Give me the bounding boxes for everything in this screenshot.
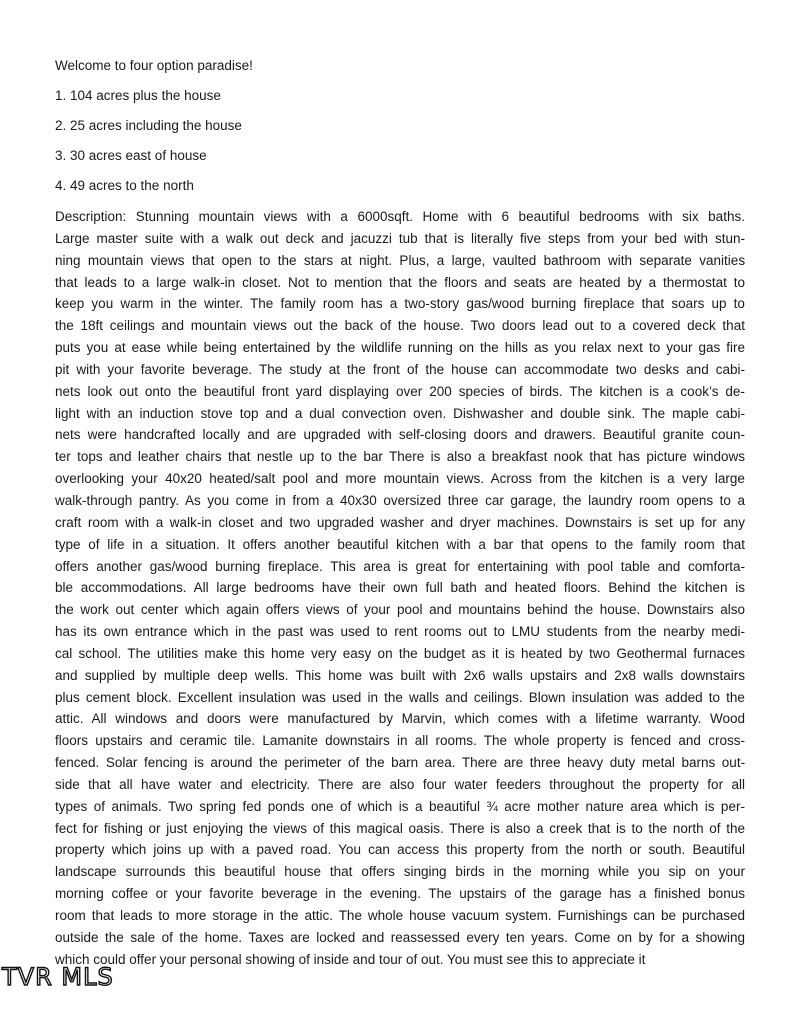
description-line: outside the sale of the home. Taxes are locked and reassessed every ten years. Come on by for a showing	[55, 929, 746, 945]
description-line: fenced. Solar fencing is around the perimeter of the barn area. There are three heavy duty metal barns out-	[55, 755, 746, 771]
description-line: that leads to a large walk-in closet. Not to mention that the floors and seats are heated by a thermostat to	[55, 274, 746, 290]
description-line: attic. All windows and doors were manufactured by Marvin, which comes with a lifetime warranty. Wood	[55, 711, 746, 727]
description-line: floors upstairs and ceramic tile. Lamanite downstairs in all rooms. The whole property is fenced and cross-	[55, 733, 745, 749]
description-line: landscape surrounds this beautiful house that offers singing birds in the morning while you sip on your	[55, 864, 746, 880]
description-line: ble accommodations. All large bedrooms have their own full bath and heated floors. Behind the kitchen is	[55, 580, 746, 596]
description-line: which could offer your personal showing of inside and tour of out. You must see this to appreciate it	[55, 951, 646, 967]
description-line: the 18ft ceilings and mountain views out the back of the house. Two doors lead out to a covered deck that	[55, 318, 745, 334]
description-line: nets look out onto the beautiful front yard displaying over 200 species of birds. The kitchen is a cook’s de-	[55, 383, 745, 399]
option-item: 2. 25 acres including the house	[55, 118, 242, 133]
description-line: Description: Stunning mountain views with a 6000sqft. Home with 6 beautiful bedrooms with six baths.	[55, 209, 745, 224]
description-line: room that leads to more storage in the attic. The whole house vacuum system. Furnishings can be purchased	[55, 908, 745, 923]
description-paragraph	[55, 206, 745, 971]
description-line: puts you at ease while being entertained by the wildlife running on the hills as you relax next to your gas fire	[55, 340, 746, 356]
description-line: craft room with a walk-in closet and two upgraded washer and dryer machines. Downstairs is set up for any	[55, 514, 746, 530]
description-line: the work out center which again offers views of your pool and mountains behind the house. Downstairs also	[55, 602, 745, 618]
option-item: 4. 49 acres to the north	[55, 178, 194, 193]
description-line: ning mountain views that open to the stars at night. Plus, a large, vaulted bathroom with separate vanities	[55, 252, 746, 268]
description-line: type of life in a situation. It offers another beautiful kitchen with a bar that opens to the family room that	[55, 536, 745, 552]
option-item: 3. 30 acres east of house	[55, 148, 207, 163]
description-line: pit with your favorite beverage. The study at the front of the house can accommodate two desks and cabi-	[55, 361, 746, 377]
description-line: types of animals. Two spring fed ponds one of which is a beautiful ¾ acre mother nature area which is per-	[55, 798, 745, 814]
description-line: has its own entrance which in the past was used to rent rooms out to LMU students from the nearby medi-	[55, 624, 745, 640]
description-line: cal school. The utilities make this home very easy on the budget as it is heated by two Geothermal furnaces	[55, 645, 745, 661]
description-line: ter tops and leather chairs that nestle up to the bar There is also a breakfast nook that has picture windows	[55, 449, 746, 465]
description-line: offers another gas/wood burning fireplace. This area is great for entertaining with pool table and comforta-	[55, 558, 746, 574]
description-line: nets were handcrafted locally and are upgraded with self-closing doors and drawers. Beautiful granite coun-	[55, 427, 745, 443]
description-line: property which joins up with a paved road. You can access this property from the north or south. Beautiful	[55, 842, 746, 858]
option-item: 1. 104 acres plus the house	[55, 88, 221, 103]
description-line: walk-through pantry. As you come in from a 40x30 oversized three car garage, the laundry room opens to a	[55, 492, 746, 508]
options-list	[55, 86, 745, 196]
description-line: overlooking your 40x20 heated/salt pool and more mountain views. Across from the kitchen is a very large	[55, 471, 745, 487]
intro-heading: Welcome to four option paradise!	[55, 58, 253, 73]
tvr-mls-watermark-logo: TVR MLS	[2, 963, 114, 991]
listing-document	[55, 56, 745, 971]
description-line: keep you warm in the winter. The family room has a two-story gas/wood burning fireplace that soars up to	[55, 296, 745, 312]
description-line: Large master suite with a walk out deck and jacuzzi tub that is literally five steps from your bed with stun-	[55, 230, 746, 246]
description-line: morning coffee or your favorite beverage in the evening. The upstairs of the garage has a finished bonus	[55, 886, 745, 902]
description-line: fect for fishing or just enjoying the views of this magical oasis. There is also a creek that is to the north of the	[55, 820, 745, 836]
description-line: side that all have water and electricity. There are also four water feeders throughout the property for all	[55, 776, 745, 792]
description-line: plus cement block. Excellent insulation was used in the walls and ceilings. Blown insulation was added to the	[55, 689, 745, 705]
description-line: and supplied by multiple deep wells. This home was built with 2x6 walls upstairs and 2x8 walls downstairs	[55, 667, 745, 683]
description-line: light with an induction stove top and a dual convection oven. Dishwasher and double sink. The maple cabi-	[55, 405, 746, 421]
